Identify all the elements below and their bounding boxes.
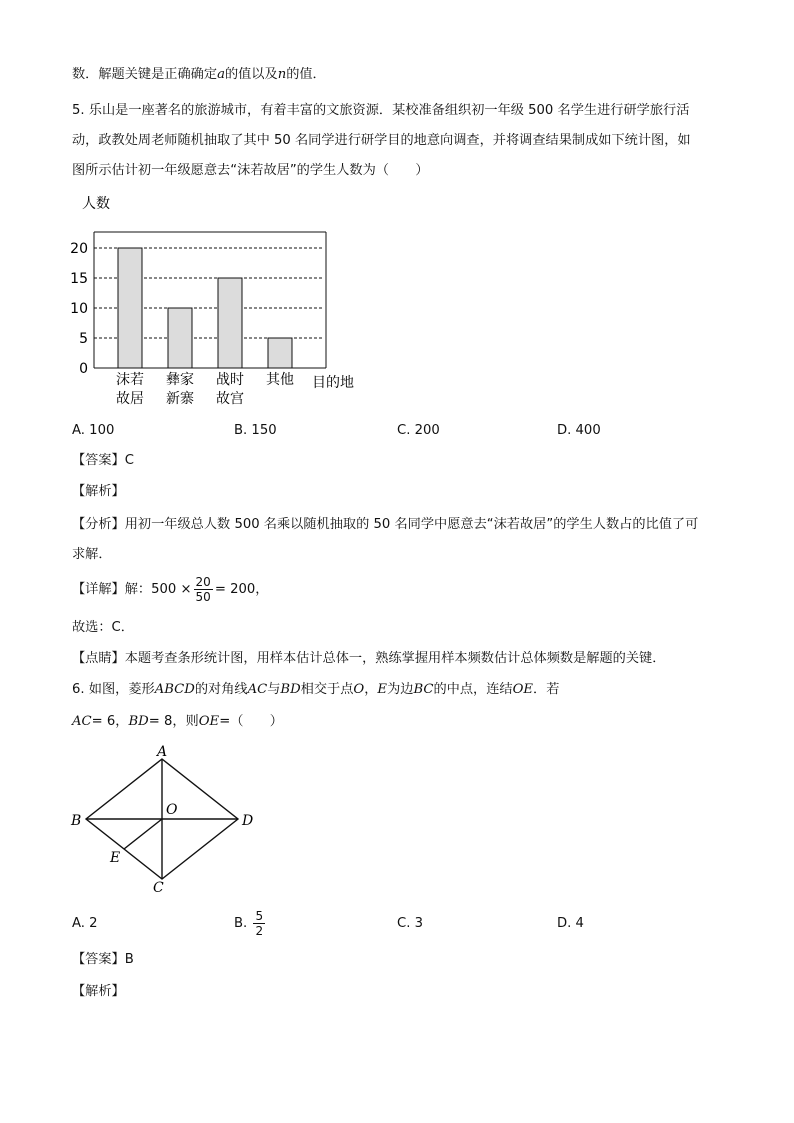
point-a-label: A [157,744,168,760]
y-axis-label: 人数 [82,196,110,212]
x-category-label: 新寨 [166,391,194,407]
x-category-label: 故宫 [216,391,244,407]
q5-option-c[interactable]: C. 200 [397,423,440,438]
fraction-numerator: 5 [255,908,264,923]
intro-text: 的值． [286,67,326,82]
fraction-denominator: 2 [255,923,264,938]
var-ac: AC [247,682,268,697]
bar-1 [118,248,142,368]
y-tick-label: 15 [70,271,88,287]
answer-label: 【答案】 [72,952,125,967]
detail-lhs: 500 × [151,582,192,597]
q5-choose: 故选：C． [72,620,134,635]
y-tick-label: 20 [70,241,88,257]
q6-text: 的对角线 [194,682,248,697]
q6-text: ．若 [533,682,560,697]
segment-oe [124,819,162,849]
fraction-20-50 [194,575,213,604]
x-category-label: 故居 [116,391,144,407]
point-c-label: C [153,880,164,896]
q6-text: 6. 如图，菱形 [72,682,155,697]
bar-3 [218,278,242,368]
q6-option-b[interactable] [234,904,267,944]
q5-detail [72,573,268,607]
detail-rhs: = 200， [214,582,269,597]
bar-2 [168,308,192,368]
q6-text: ， [364,682,378,697]
q6-text: 相交于点 [300,682,354,697]
var-a: a [217,67,225,82]
option-b-prefix: B. [234,916,248,931]
var-oe: OE [512,682,534,697]
bar-chart [60,188,380,413]
intro-text: 数．解题关键是正确确定 [72,67,218,82]
x-axis-label: 目的地 [312,375,354,391]
var-abcd: ABCD [154,682,195,697]
q6-text: 的中点，连结 [433,682,513,697]
var-oe: OE [198,714,220,729]
q6-option-c[interactable]: C. 3 [397,916,423,931]
y-tick-label: 0 [79,361,88,377]
bar-4 [268,338,292,368]
q5-stem-line1: 5. 乐山是一座著名的旅游城市，有着丰富的文旅资源．某校准备组织初一年级 500 名学生进行研学旅行活 [72,103,690,118]
var-bd: BD [128,714,149,729]
var-ac: AC [72,714,92,729]
q5-answer [72,452,134,470]
rhombus-figure [66,745,266,895]
q5-option-d[interactable]: D. 400 [557,423,601,438]
q6-stem-line2 [72,713,283,731]
y-ticks [70,241,88,377]
x-categories [116,371,294,407]
var-o: O [353,682,365,697]
point-b-label: B [71,813,82,829]
q5-fenxi-line2: 求解． [72,547,112,562]
q6-analysis-label: 【解析】 [72,984,125,999]
answer-value: B [124,952,134,967]
q5-fenxi-line1: 【分析】用初一年级总人数 500 名乘以随机抽取的 50 名同学中愿意去“沫若故居”的学生人数占的比值了可 [72,517,699,532]
q5-analysis-label: 【解析】 [72,484,125,499]
intro-line [72,66,326,84]
detail-label: 【详解】解： [72,582,152,597]
fraction-numerator: 20 [195,574,211,589]
fraction-5-2 [253,909,265,938]
q5-option-b[interactable]: B. 150 [234,423,277,438]
x-category-label: 战时 [216,372,244,388]
x-category-label: 其他 [266,372,294,388]
y-tick-label: 5 [79,331,88,347]
q6-answer [72,951,134,969]
q6-option-d[interactable]: D. 4 [557,916,584,931]
x-category-label: 彝家 [166,372,194,388]
q6-stem-line1 [72,681,559,699]
answer-value: C [124,453,134,468]
var-bc: BC [413,682,434,697]
y-tick-label: 10 [70,301,88,317]
q6-text: = 6， [91,714,129,729]
point-d-label: D [242,813,254,829]
fraction-denominator: 50 [195,589,211,604]
q6-text: 为边 [387,682,414,697]
var-bd: BD [280,682,301,697]
q5-comment: 【点睛】本题考查条形统计图，用样本估计总体一，熟练掌握用样本频数估计总体频数是解题的关键． [72,651,666,666]
point-o-label: O [166,802,178,818]
q5-stem-line2: 动，政教处周老师随机抽取了其中 50 名同学进行研学目的地意向调查，并将调查结果制成如下统计图，如 [72,133,691,148]
var-e: E [377,682,388,697]
intro-text: 的值以及 [224,67,278,82]
point-e-label: E [110,850,121,866]
q6-text: =（ ） [219,714,283,729]
answer-label: 【答案】 [72,453,125,468]
q6-text: = 8，则 [148,714,199,729]
q5-stem-line3: 图所示估计初一年级愿意去“沫若故居”的学生人数为（ ） [72,163,429,178]
var-n: n [277,67,287,82]
q6-text: 与 [267,682,281,697]
q5-option-a[interactable]: A. 100 [72,423,115,438]
q6-option-a[interactable]: A. 2 [72,916,98,931]
x-category-label: 沫若 [116,372,144,388]
